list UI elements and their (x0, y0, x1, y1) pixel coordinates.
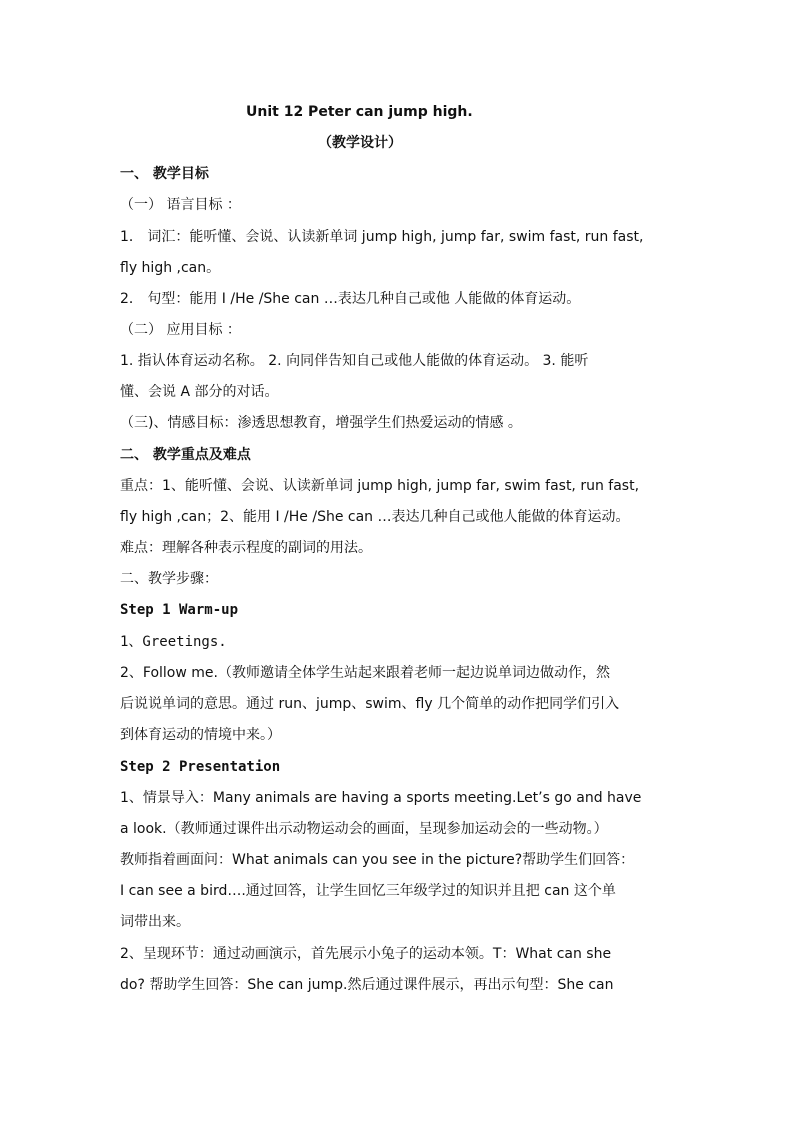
body-line: 重点：1、能听懂、会说、认读新单词 jump high, jump far, swim fast, run fast, (120, 478, 640, 494)
body-line: 2． 句型：能用 I /He /She can …表达几种自己或他 人能做的体育运动。 (120, 291, 581, 307)
body-line: 后说说单词的意思。通过 run、jump、swim、fly 几个简单的动作把同学们引入 (120, 696, 620, 712)
body-line: 难点：理解各种表示程度的副词的用法。 (120, 540, 372, 556)
section-heading: 二、教学步骤： (120, 571, 218, 587)
body-line: 1． 词汇：能听懂、会说、认读新单词 jump high, jump far, swim fast, run fast, (120, 229, 644, 245)
subsection-heading: （二） 应用目标 ： (120, 322, 241, 338)
section-heading: 二、 教学重点及难点 (120, 447, 251, 463)
body-line: 1. 指认体育运动名称。 2. 向同伴告知自己或他人能做的体育运动。 3. 能听 (120, 353, 589, 369)
step-heading: Step 1 Warm-up (120, 602, 239, 618)
body-line: do? 帮助学生回答：She can jump.然后通过课件展示，再出示句型：She can (120, 977, 614, 993)
body-line: 1、情景导入：Many animals are having a sports meeting.Let’s go and have (120, 790, 642, 806)
body-line: 词带出来。 (120, 914, 190, 930)
step-heading: Step 2 Presentation (120, 759, 281, 775)
section-heading: 一、 教学目标 (120, 166, 209, 182)
body-line: 1、Greetings. (120, 634, 227, 650)
body-line: 懂、会说 A 部分的对话。 (120, 384, 279, 400)
subsection-heading: （三)、情感目标：渗透思想教育，增强学生们热爱运动的情感 。 (120, 415, 522, 431)
document-subtitle: （教学设计） (318, 135, 402, 151)
body-line: 2、Follow me.（教师邀请全体学生站起来跟着老师一起边说单词边做动作，然 (120, 665, 610, 681)
subsection-heading: （一） 语言目标 ： (120, 197, 241, 213)
body-line: fly high ,can；2、能用 I /He /She can …表达几种自己或他人能做的体育运动。 (120, 509, 630, 525)
body-line: 2、呈现环节：通过动画演示，首先展示小兔子的运动本领。T：What can she (120, 946, 612, 962)
body-line: a look.（教师通过课件出示动物运动会的画面，呈现参加运动会的一些动物。） (120, 821, 608, 837)
body-line: 教师指着画面问：What animals can you see in the picture?帮助学生们回答： (120, 852, 635, 868)
body-line: I can see a bird….通过回答，让学生回忆三年级学过的知识并且把 can 这个单 (120, 883, 616, 899)
body-line: 到体育运动的情境中来。） (120, 727, 281, 743)
document-title: Unit 12 Peter can jump high. (246, 104, 473, 120)
body-line: fly high ,can。 (120, 260, 221, 276)
